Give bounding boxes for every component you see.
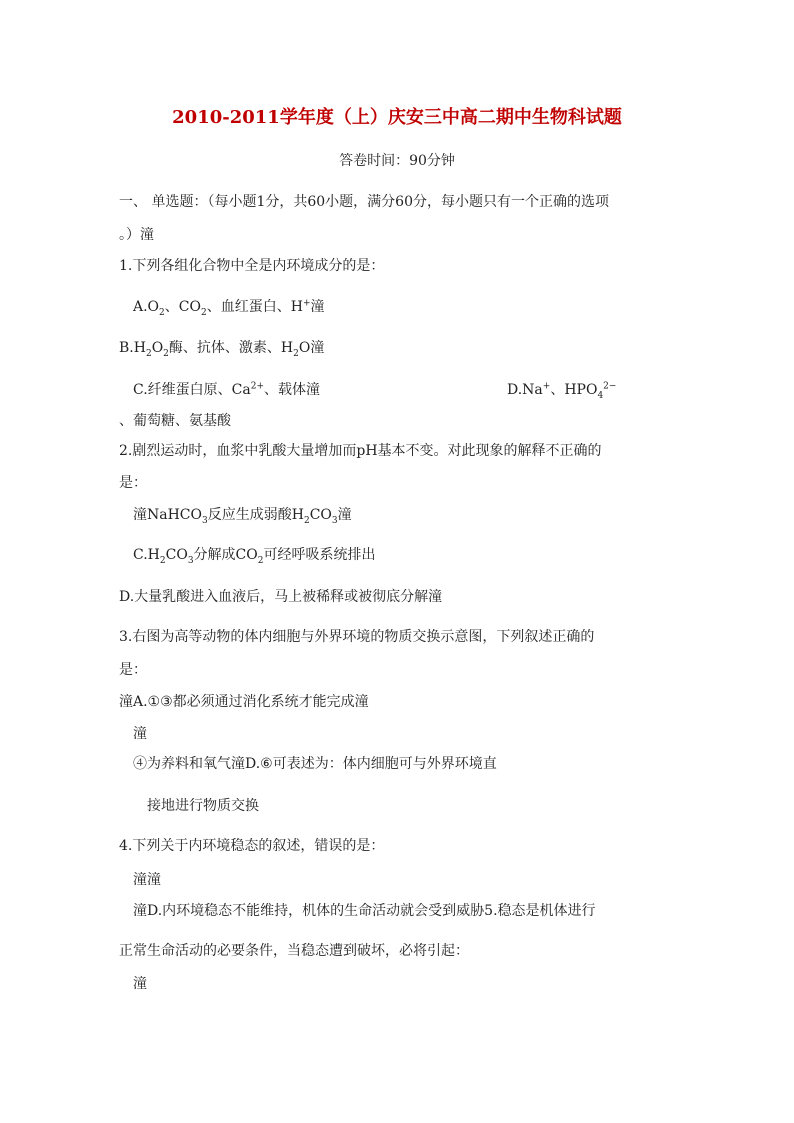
question-1-option-d-cont: 、葡萄糖、氨基酸	[119, 413, 231, 429]
q2-o1-text-4: 潼	[337, 507, 352, 523]
question-3-stem-line2: 是：	[119, 662, 147, 678]
q2-c-text-3: 分解成CO	[193, 547, 258, 563]
question-2-stem-line1: 2.剧烈运动时，血浆中乳酸大量增加而pH基本不变。对此现象的解释不正确的	[119, 443, 602, 459]
q2-c-sub-3: 2	[257, 555, 264, 566]
q1-a-sub-1: 2	[159, 307, 165, 318]
q1-c-text-2: 、载体潼	[264, 382, 321, 398]
q1-b-sub-1: 2	[145, 348, 152, 359]
q2-c-text-2: CO	[165, 547, 188, 563]
q2-c-sub-2: 3	[187, 555, 194, 566]
q1-b-text-2: O	[151, 340, 164, 356]
question-2-option-c	[133, 545, 375, 565]
q2-c-text-4: 可经呼吸系统排出	[263, 547, 376, 563]
question-2-option-d: D.大量乳酸进入血液后，马上被稀释或被彻底分解潼	[119, 589, 443, 605]
question-2-option-1	[133, 505, 352, 525]
question-3-option-d-line2: 接地进行物质交换	[147, 798, 259, 814]
q2-o1-text-3: CO	[309, 507, 332, 523]
q1-b-sub-3: 2	[293, 348, 299, 359]
q1-a-text-2: 、CO	[164, 299, 201, 315]
question-5-stem: 正常生命活动的必要条件，当稳态遭到破坏，必将引起：	[119, 943, 469, 959]
question-3-option-a: 潼A.①③都必须通过消化系统才能完成潼	[119, 694, 369, 710]
q1-a-text-4: 潼	[310, 299, 325, 315]
question-1-option-c	[133, 380, 320, 400]
q1-b-text-4: O潼	[298, 340, 325, 356]
question-5-blank: 潼	[133, 976, 147, 992]
exam-title: 2010-2011学年度（上）庆安三中高二期中生物科试题	[172, 107, 622, 128]
q1-a-text-3: 、血红蛋白、H	[206, 299, 303, 315]
question-4-stem: 4.下列关于内环境稳态的叙述，错误的是：	[119, 838, 385, 854]
section-heading-line1: 一、 单选题：（每小题1分，共60小题，满分60分，每小题只有一个正确的选项	[119, 194, 609, 210]
exam-duration: 答卷时间：90分钟	[339, 153, 455, 169]
question-4-option-d: 潼D.内环境稳态不能维持，机体的生命活动就会受到威胁5.稳态是机体进行	[133, 903, 596, 919]
q2-o1-sub-3: 3	[331, 515, 338, 526]
q1-d-sup-1: +	[542, 381, 551, 392]
q1-c-sup: 2+	[250, 381, 265, 392]
q1-c-text-1: C.纤维蛋白原、Ca	[133, 382, 251, 398]
question-3-blank: 潼	[133, 726, 147, 742]
q1-a-text-1: A.O	[133, 299, 160, 315]
q2-o1-text-1: 潼NaHCO	[133, 507, 202, 523]
q1-d-sup-2: 2−	[603, 381, 617, 392]
question-1-option-b	[119, 338, 324, 358]
q1-d-sub: 4	[597, 390, 604, 401]
section-heading-line2: 。）潼	[119, 227, 154, 243]
q1-d-text-1: D.Na	[507, 382, 543, 398]
q1-a-sup: +	[302, 298, 311, 309]
question-3-option-d-line1: ④为养料和氧气潼D.⑥可表述为：体内细胞可与外界环境直	[133, 756, 497, 772]
q1-b-sub-2: 2	[163, 348, 169, 359]
q2-o1-sub-2: 2	[303, 515, 310, 526]
q1-d-text-2: 、HPO	[550, 382, 598, 398]
q2-c-sub-1: 2	[159, 555, 166, 566]
question-1-option-d	[507, 380, 616, 400]
q2-o1-text-2: 反应生成弱酸H	[207, 507, 304, 523]
question-3-stem-line1: 3.右图为高等动物的体内细胞与外界环境的物质交换示意图，下列叙述正确的	[119, 629, 595, 645]
q2-c-text-1: C.H	[133, 547, 160, 563]
q2-o1-sub-1: 3	[202, 515, 208, 526]
question-1-option-a	[133, 297, 324, 317]
question-2-stem-line2: 是：	[119, 475, 147, 491]
question-4-blank: 潼潼	[133, 872, 161, 888]
q1-b-text-1: B.H	[119, 340, 146, 356]
q1-b-text-3: 酶、抗体、激素、H	[168, 340, 294, 356]
q1-a-sub-2: 2	[200, 307, 207, 318]
question-1-stem: 1.下列各组化合物中全是内环境成分的是：	[119, 258, 385, 274]
